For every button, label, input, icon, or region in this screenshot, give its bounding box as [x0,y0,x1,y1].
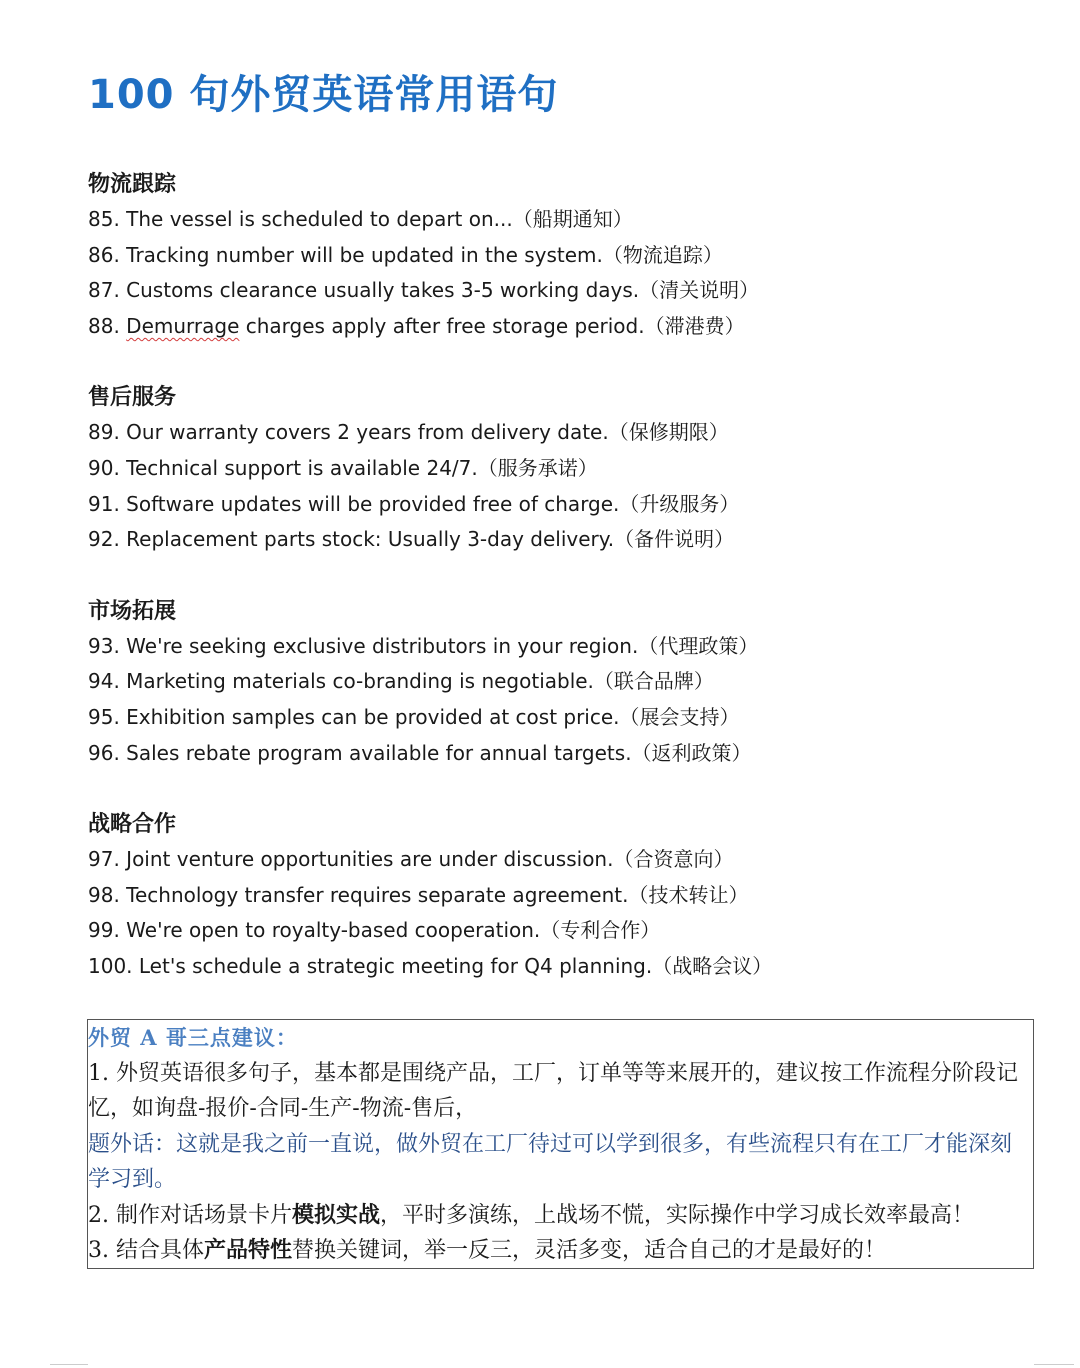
phrase-en: 100. Let's schedule a strategic meeting for Q4 planning. [88,953,653,978]
phrase-en: 99. We're open to royalty-based cooperation. [88,918,541,943]
phrase-line [88,238,1038,274]
section-heading: 物流跟踪 [88,171,177,197]
phrase-line [88,878,1038,914]
phrase-line [88,415,1038,451]
page-corner-mark-right [1034,1364,1074,1365]
tip-3 [88,1233,1033,1269]
section-heading: 战略合作 [88,811,177,838]
phrase-line [88,913,1038,949]
section-heading: 售后服务 [88,384,177,411]
phrase-cn: （服务承诺） [477,455,598,480]
tip-3-prefix: 3. 结合具体 [88,1238,204,1263]
phrase-cn: （战略会议） [652,953,773,978]
phrase-cn: （备件说明） [614,527,735,552]
tips-title: 外贸 A 哥三点建议： [88,1025,298,1050]
phrase-line [88,700,1038,736]
page-corner-mark-left [50,1364,88,1365]
phrase-en: 97. Joint venture opportunities are under discussion. [88,847,614,872]
phrase-cn: （滞港费） [644,313,745,338]
phrase-line [88,309,1038,345]
phrase-cn: （合资意向） [613,847,734,872]
phrase-en: 86. Tracking number will be updated in the system. [88,242,603,267]
tip-1: 1. 外贸英语很多句子，基本都是围绕产品，工厂，订单等等来展开的，建议按工作流程分阶段记忆，如询盘-报价-合同-生产-物流-售后， [88,1060,1018,1121]
phrase-en: 96. Sales rebate program available for annual targets. [88,740,632,765]
sections [88,166,1038,985]
phrase-line [88,487,1038,523]
phrase-cn: （升级服务） [619,491,740,516]
phrase-line [88,451,1038,487]
phrase-en: 94. Marketing materials co-branding is negotiable. [88,669,594,694]
phrase-line [88,522,1038,558]
section-strategic-cooperation [88,806,1038,984]
phrase-line [88,664,1038,700]
phrase-line [88,736,1038,772]
section-after-sales [88,379,1038,557]
phrase-en-prefix: 88. [88,313,127,338]
section-logistics [88,166,1038,344]
tips-box [87,1019,1034,1269]
phrase-line [88,629,1038,665]
phrase-line [88,949,1038,985]
phrase-en: 85. The vessel is scheduled to depart on... [88,207,513,231]
phrase-cn: （清关说明） [639,278,760,303]
phrase-cn: （技术转让） [628,882,749,907]
section-heading: 市场拓展 [88,597,177,624]
phrase-cn: （物流追踪） [602,242,723,267]
spellcheck-flagged-word[interactable]: Demurrage [126,313,240,338]
phrase-en-suffix: charges apply after free storage period. [239,313,645,338]
phrase-en: 91. Software updates will be provided free of charge. [88,491,620,516]
phrase-en: 92. Replacement parts stock: Usually 3-day delivery. [88,527,615,552]
tip-2-prefix: 2. 制作对话场景卡片 [88,1202,292,1228]
tip-3-bold: 产品特性 [203,1237,292,1263]
phrase-en: 89. Our warranty covers 2 years from delivery date. [88,420,609,445]
phrase-en: 90. Technical support is available 24/7. [88,455,478,480]
phrase-cn: （船期通知） [512,207,633,231]
tip-2-suffix: ，平时多演练，上战场不慌，实际操作中学习成长效率最高！ [380,1202,975,1228]
phrase-cn: （专利合作） [540,918,661,943]
phrase-line [88,842,1038,878]
phrase-cn: （代理政策） [638,633,759,658]
page-title: 100 句外贸英语常用语句 [88,72,559,118]
phrase-cn: （展会支持） [619,704,740,729]
phrase-cn: （联合品牌） [593,669,714,694]
tip-3-suffix: 替换关键词，举一反三，灵活多变，适合自己的才是最好的！ [292,1238,887,1263]
section-market-expansion [88,593,1038,771]
phrase-en: 93. We're seeking exclusive distributors in your region. [88,633,639,658]
tip-2-bold: 模拟实战 [291,1201,380,1228]
tip-2 [88,1198,1033,1234]
phrase-en: 87. Customs clearance usually takes 3-5 working days. [88,278,640,303]
document-page [88,60,1038,1020]
phrase-cn: （保修期限） [608,420,729,445]
phrase-line [88,273,1038,309]
phrase-cn: （返利政策） [631,740,752,765]
phrase-en: 98. Technology transfer requires separate agreement. [88,882,629,907]
phrase-line [88,202,1038,238]
tip-aside: 题外话：这就是我之前一直说，做外贸在工厂待过可以学到很多，有些流程只有在工厂才能深刻学习到。 [88,1131,1013,1192]
phrase-en: 95. Exhibition samples can be provided at cost price. [88,704,620,729]
